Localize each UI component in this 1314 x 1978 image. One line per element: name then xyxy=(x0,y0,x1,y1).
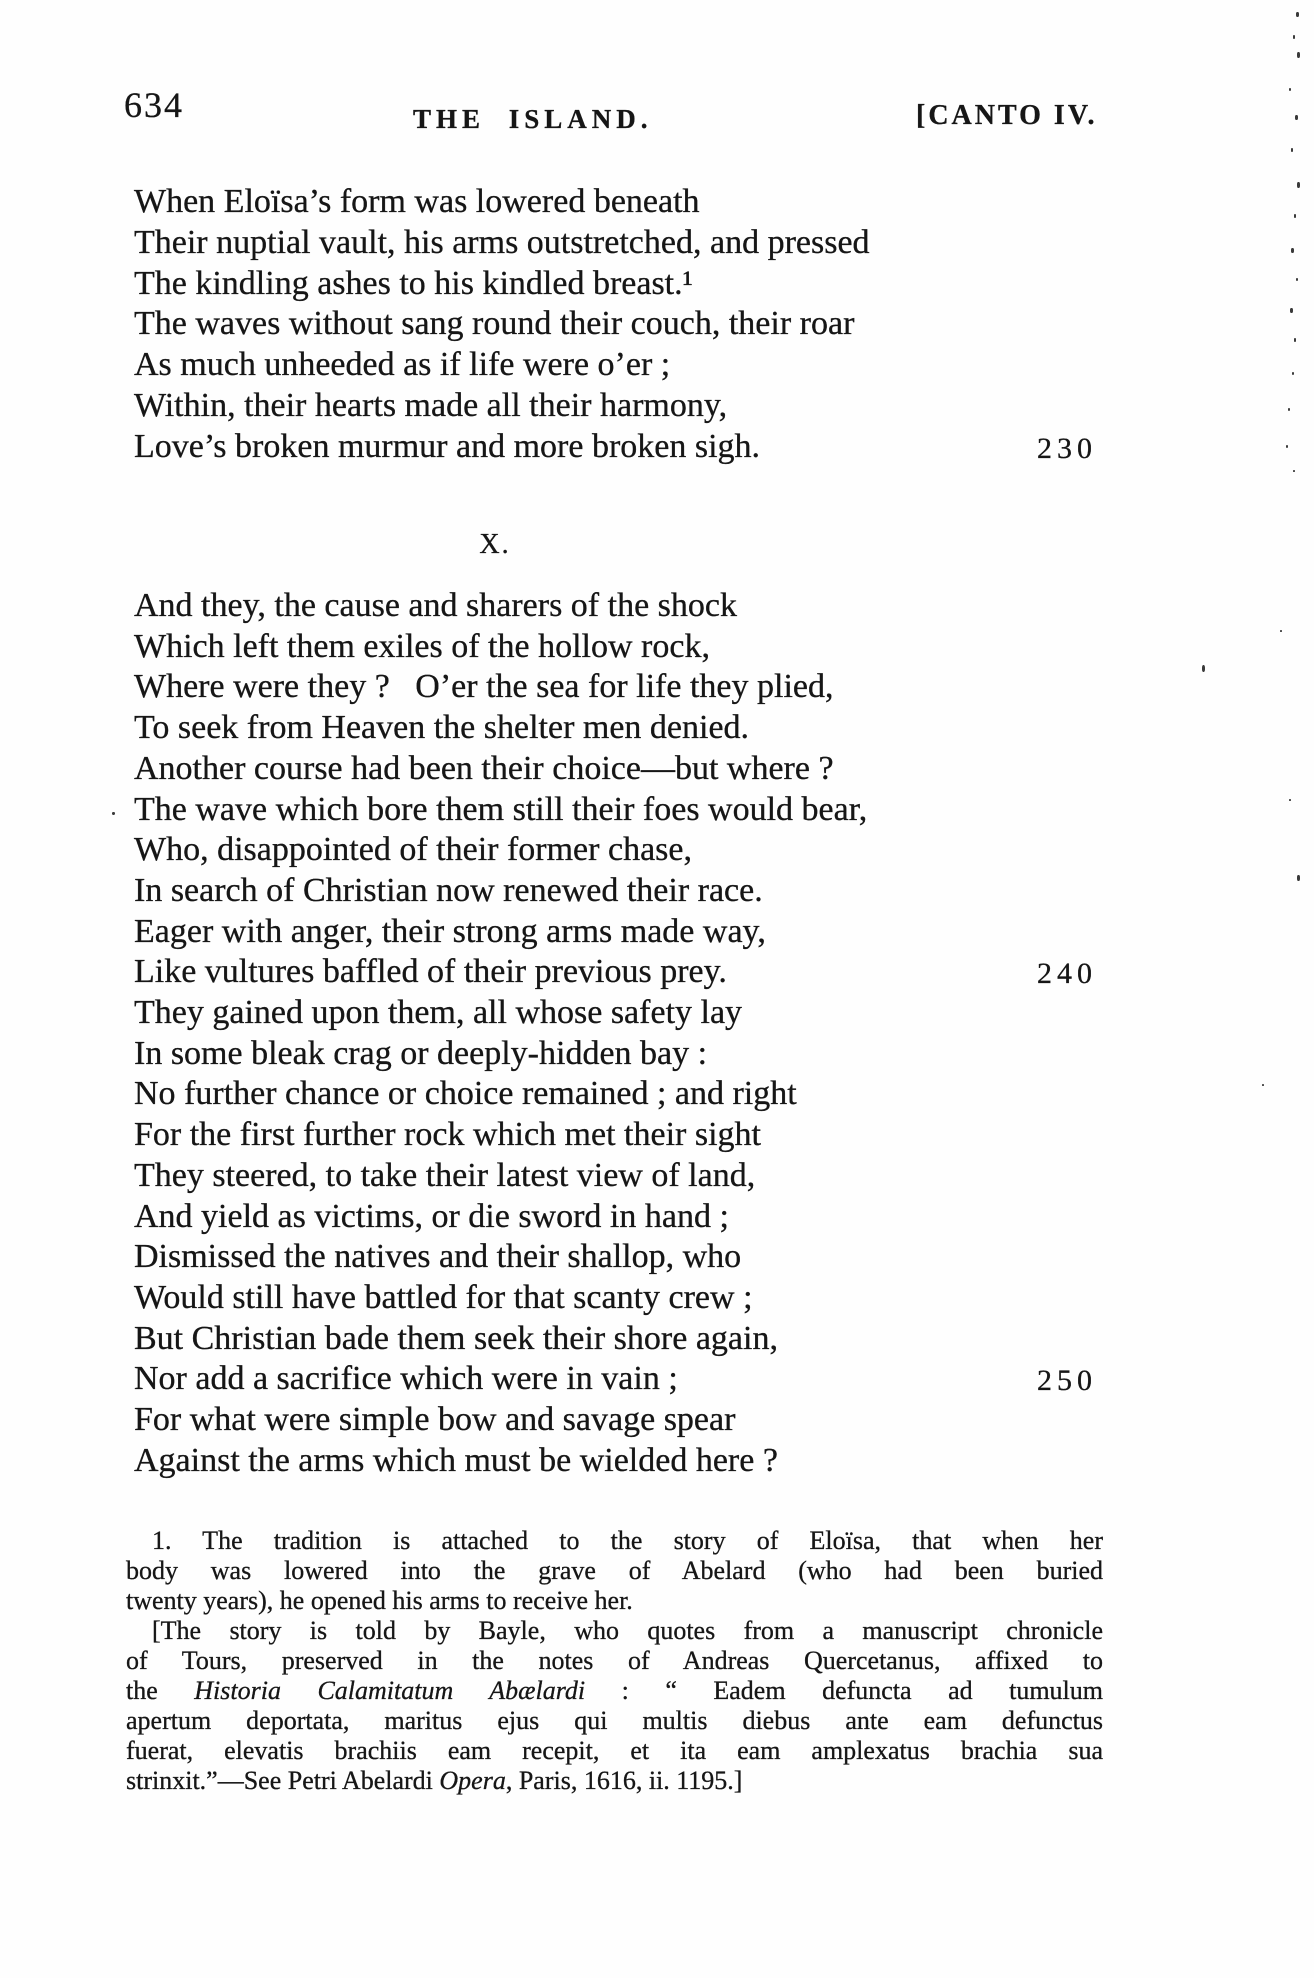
line-number: 230 xyxy=(1037,431,1097,465)
footnote-line xyxy=(126,1586,1103,1616)
footnote-text: body was lowered into the grave of Abelard (who had been buried xyxy=(126,1556,1103,1585)
poem-line-text: The wave which bore them still their foes would bear, xyxy=(134,790,868,828)
poem-line-text: As much unheeded as if life were o’er ; xyxy=(134,346,671,384)
poem-line-text: Their nuptial vault, his arms outstretched, and pressed xyxy=(134,223,870,261)
poem-line-text: They gained upon them, all whose safety lay xyxy=(134,994,743,1032)
scan-speck xyxy=(1293,470,1295,472)
poem-line-text: To seek from Heaven the shelter men denied. xyxy=(134,709,750,747)
scan-speck xyxy=(1291,148,1293,152)
footnote-text: 1. The tradition is attached to the story of Eloïsa, that when her xyxy=(152,1526,1103,1555)
section-heading-x: X. xyxy=(479,529,511,560)
poem-line xyxy=(134,1115,1119,1156)
footnote-line xyxy=(126,1526,1103,1556)
footnote-line xyxy=(126,1676,1103,1706)
poem-line xyxy=(134,871,1119,912)
footnote-text: strinxit.”—See Petri Abelardi xyxy=(126,1766,440,1795)
poem-line xyxy=(134,1034,1119,1075)
scan-speck xyxy=(112,812,115,815)
stanza-x xyxy=(134,586,1119,1481)
scan-speck xyxy=(1296,12,1299,17)
poem-line xyxy=(134,952,1119,993)
poem-line-text: They steered, to take their latest view of land, xyxy=(134,1156,756,1194)
poem-line xyxy=(134,912,1119,953)
footnote-text: , Paris, 1616, ii. 1195.] xyxy=(505,1766,743,1795)
poem-line xyxy=(134,790,1119,831)
poem-line xyxy=(134,1156,1119,1197)
poem-line-text: And yield as victims, or die sword in hand ; xyxy=(134,1197,729,1235)
footnote-line xyxy=(126,1556,1103,1586)
footnote-line xyxy=(126,1736,1103,1766)
poem-line xyxy=(134,993,1119,1034)
poem-line xyxy=(134,749,1119,790)
poem-line-text: Within, their hearts made all their harmony, xyxy=(134,386,728,424)
footnote-text: the xyxy=(126,1676,195,1705)
running-title: THE ISLAND. xyxy=(413,104,653,134)
poem-line-text: No further chance or choice remained ; and right xyxy=(134,1075,797,1113)
footnote-line xyxy=(126,1616,1103,1646)
poem-line xyxy=(134,182,1119,223)
poem-line-text: Like vultures baffled of their previous prey. xyxy=(134,953,727,991)
scan-speck xyxy=(1202,665,1205,672)
stanza-ix xyxy=(134,182,1119,468)
poem-line xyxy=(134,708,1119,749)
scan-speck xyxy=(1291,248,1294,253)
line-number: 240 xyxy=(1037,957,1097,991)
poem-line xyxy=(134,345,1119,386)
poem-line-text: When Eloïsa’s form was lowered beneath xyxy=(134,183,700,220)
poem-line xyxy=(134,1319,1119,1360)
poem-line xyxy=(134,1237,1119,1278)
footnote-text: of Tours, preserved in the notes of Andreas Quercetanus, affixed to xyxy=(126,1646,1103,1675)
poem-line-text: Who, disappointed of their former chase, xyxy=(134,831,692,869)
line-number: 250 xyxy=(1037,1364,1097,1398)
poem-line-text: In some bleak crag or deeply-hidden bay : xyxy=(134,1034,708,1072)
scan-speck xyxy=(1293,35,1295,39)
scan-speck xyxy=(1292,372,1294,375)
footnote-italic-title: Opera xyxy=(439,1766,506,1795)
poem-line-text: Eager with anger, their strong arms made way, xyxy=(134,912,766,950)
poem-line-text: Where were they ? O’er the sea for life they plied, xyxy=(134,668,834,706)
scan-speck xyxy=(1295,115,1298,120)
poem-line-text: Another course had been their choice—but where ? xyxy=(134,749,834,787)
poem-line xyxy=(134,304,1119,345)
scan-speck xyxy=(1290,308,1293,313)
poem-line-text: Would still have battled for that scanty crew ; xyxy=(134,1278,753,1316)
poem-line xyxy=(134,1359,1119,1400)
poem-line-text: The kindling ashes to his kindled breast.¹ xyxy=(134,264,693,302)
poem-line-text: Which left them exiles of the hollow rock, xyxy=(134,627,710,665)
scan-speck xyxy=(1288,408,1290,411)
scan-speck xyxy=(1297,182,1300,188)
footnote xyxy=(126,1526,1103,1796)
poem-line-text: For the first further rock which met their sight xyxy=(134,1116,761,1154)
scan-speck xyxy=(1289,799,1291,801)
poem-line-text: Against the arms which must be wielded here ? xyxy=(134,1441,778,1479)
scan-speck xyxy=(1262,1084,1264,1086)
poem-line xyxy=(134,1278,1119,1319)
footnote-italic-title: Historia Calamitatum Abælardi xyxy=(194,1676,586,1705)
poem-line xyxy=(134,667,1119,708)
poem-line xyxy=(134,264,1119,305)
poem-line-text: And they, the cause and sharers of the shock xyxy=(134,587,737,624)
footnote-text: fuerat, elevatis brachiis eam recepit, et ita eam amplexatus brachia sua xyxy=(126,1736,1103,1765)
poem-line-text: The waves without sang round their couch, their roar xyxy=(134,305,855,343)
footnote-line xyxy=(126,1766,1103,1796)
footnote-line xyxy=(126,1706,1103,1736)
footnote-text: apertum deportata, maritus ejus qui multis diebus ante eam defunctus xyxy=(126,1706,1103,1735)
scan-speck xyxy=(1296,278,1298,281)
poem-line xyxy=(134,1197,1119,1238)
scan-speck xyxy=(1297,52,1300,58)
poem-line xyxy=(134,586,1119,627)
poem-line xyxy=(134,223,1119,264)
poem-line-text: But Christian bade them seek their shore again, xyxy=(134,1319,778,1357)
footnote-text: : “ Eadem defuncta ad tumulum xyxy=(585,1676,1104,1705)
poem-line xyxy=(134,1441,1119,1482)
poem-line-text: For what were simple bow and savage spear xyxy=(134,1401,736,1439)
poem-line xyxy=(134,1400,1119,1441)
poem-line-text: In search of Christian now renewed their race. xyxy=(134,871,763,909)
footnote-line xyxy=(126,1646,1103,1676)
poem-line-text: Nor add a sacrifice which were in vain ; xyxy=(134,1360,678,1398)
poem-line xyxy=(134,386,1119,427)
poem-line xyxy=(134,427,1119,468)
scan-speck xyxy=(1289,88,1291,91)
canto-label: [CANTO IV. xyxy=(916,100,1098,131)
scan-speck xyxy=(1294,338,1296,342)
scan-speck xyxy=(1297,875,1300,881)
poem-line xyxy=(134,830,1119,871)
scan-speck xyxy=(1286,445,1288,448)
footnote-text: twenty years), he opened his arms to receive her. xyxy=(126,1586,633,1615)
page-number: 634 xyxy=(124,85,184,125)
poem-line-text: Dismissed the natives and their shallop, who xyxy=(134,1238,742,1276)
poem-line xyxy=(134,1074,1119,1115)
footnote-text: [The story is told by Bayle, who quotes from a manuscript chronicle xyxy=(152,1616,1103,1645)
scan-speck xyxy=(1280,630,1282,632)
poem-line-text: Love’s broken murmur and more broken sigh. xyxy=(134,427,761,465)
scan-speck xyxy=(1294,214,1296,218)
poem-line xyxy=(134,627,1119,668)
